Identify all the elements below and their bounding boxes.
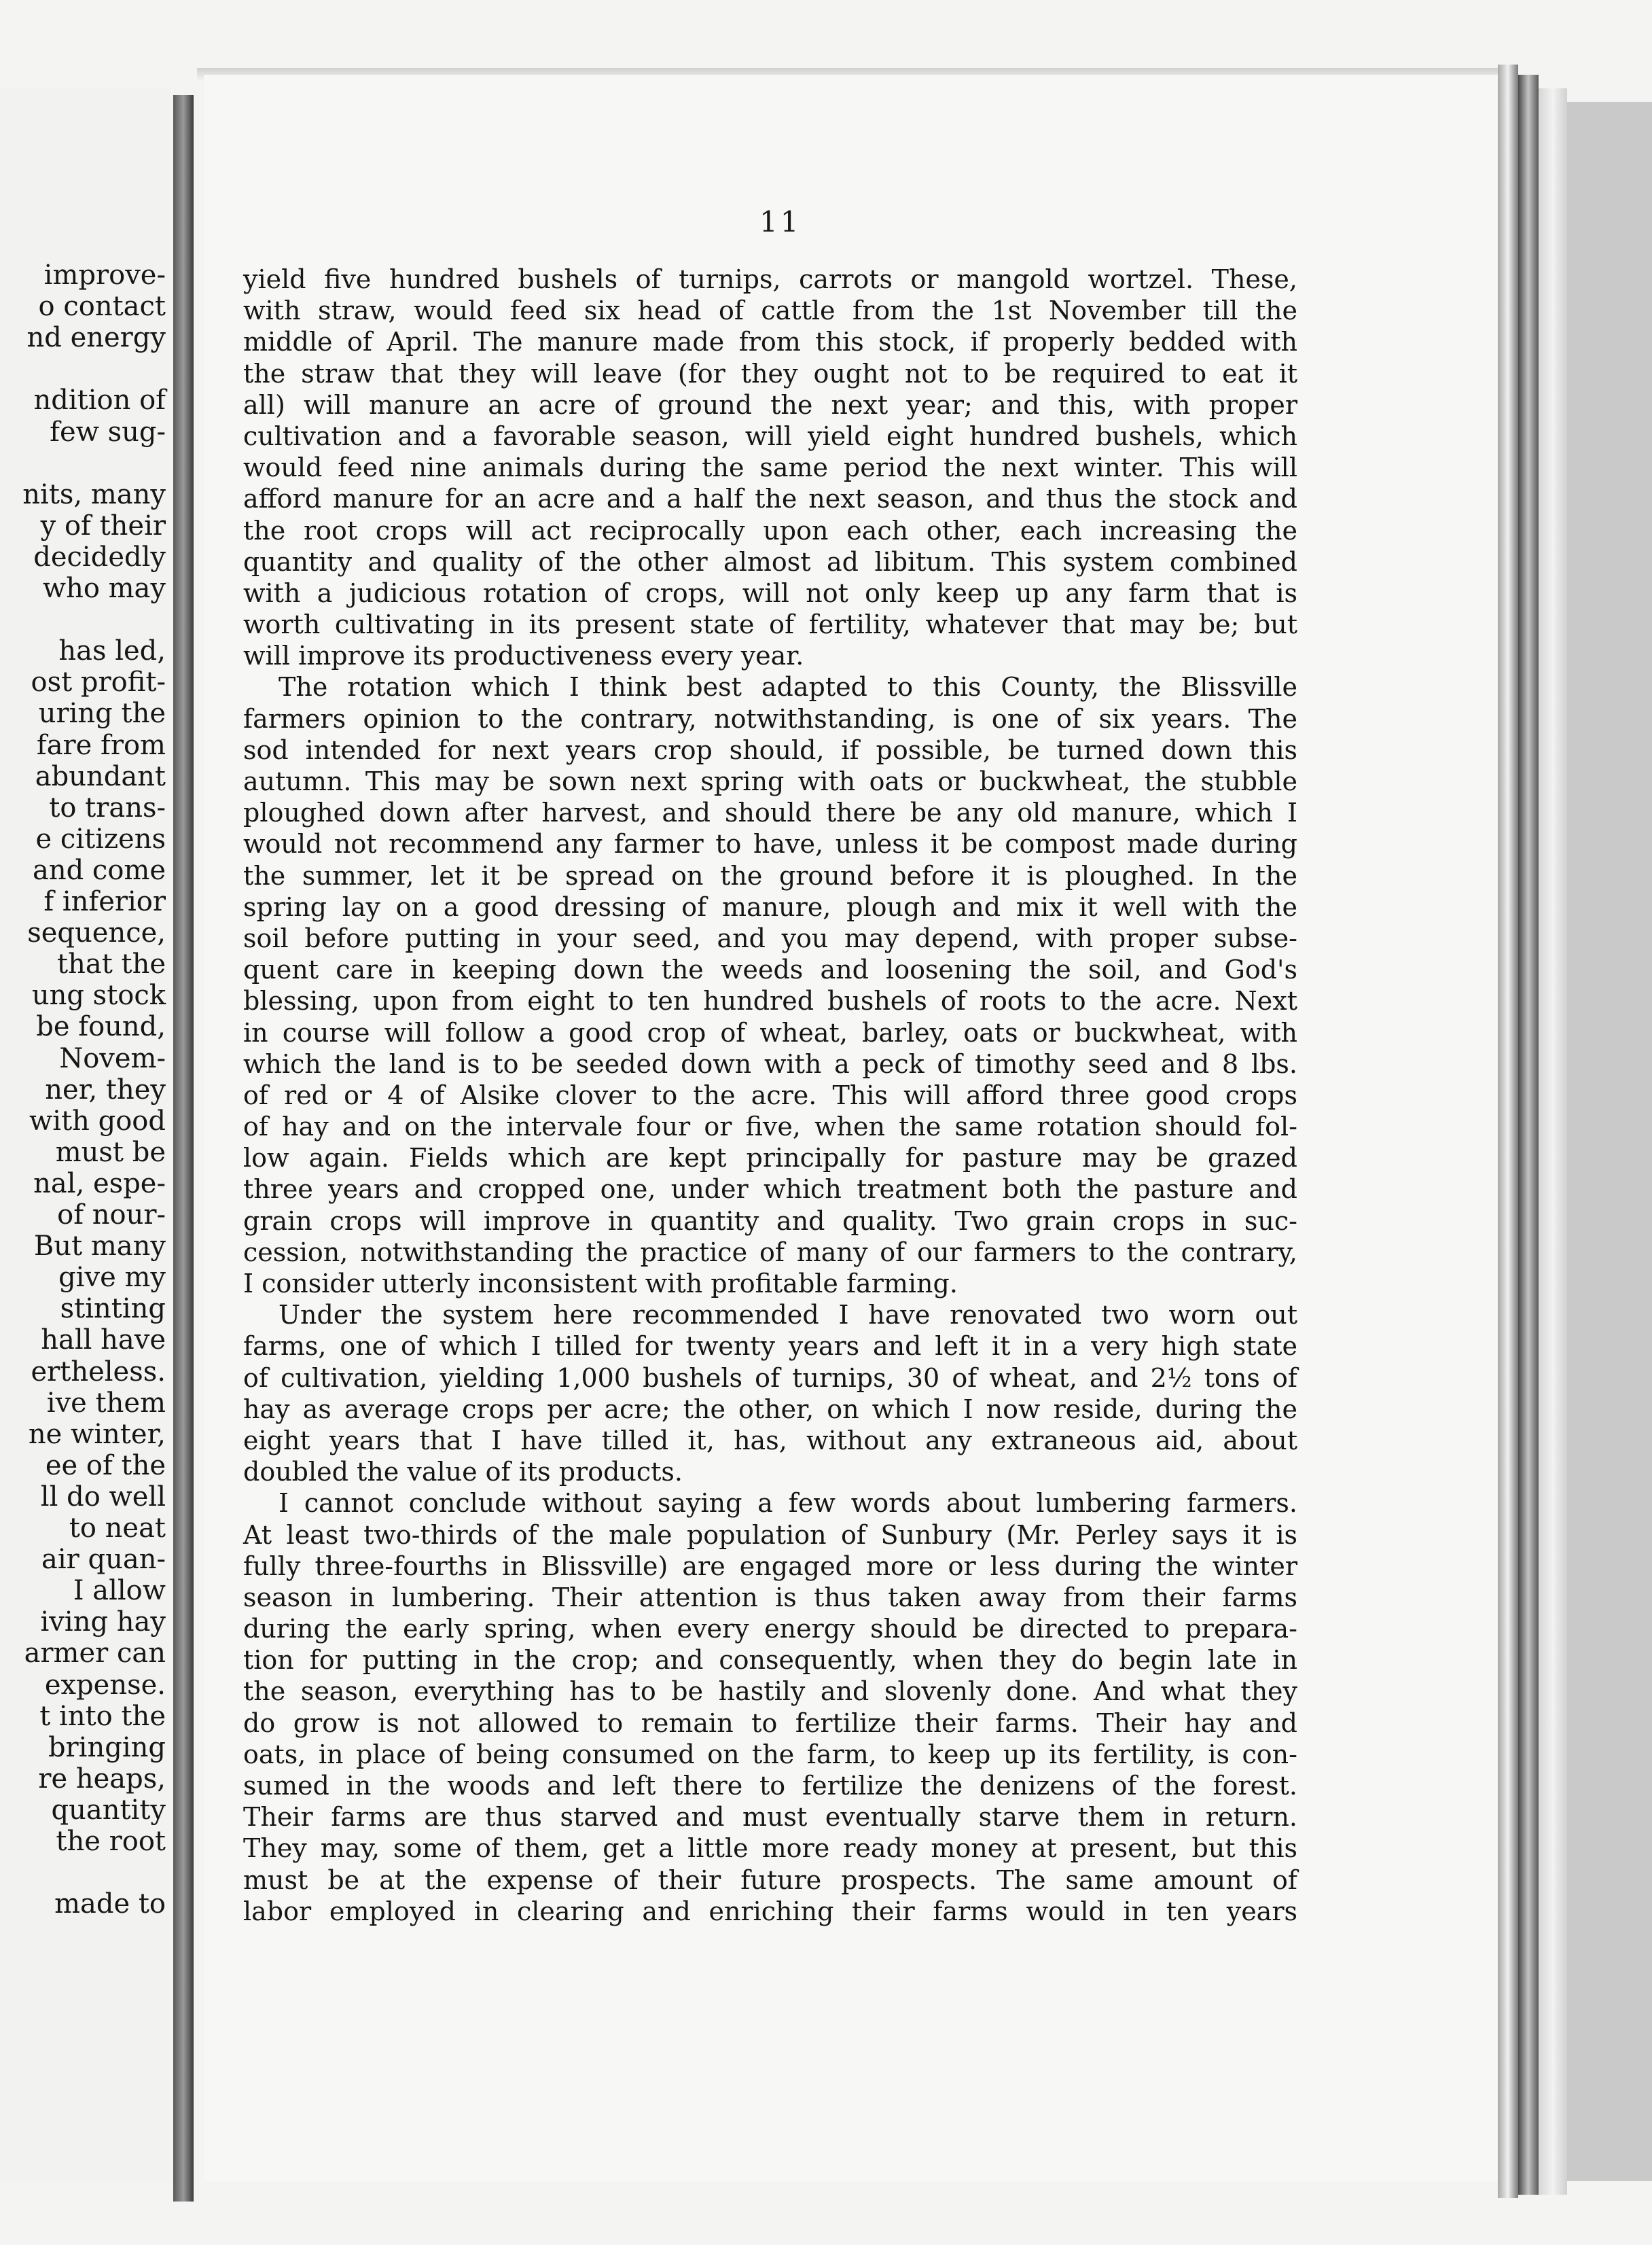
text-line: sod intended for next years crop should, if possible, be turned down this	[243, 735, 1297, 765]
page-edge	[1498, 65, 1518, 2198]
text-line: do grow is not allowed to remain to fertilize their farms. Their hay and	[243, 1708, 1297, 1738]
text-line: afford manure for an acre and a half the next season, and thus the stock and	[243, 484, 1297, 514]
text-line: tion for putting in the crop; and consequently, when they do begin late in	[243, 1645, 1297, 1676]
facing-page-text-fragment: of nour-	[57, 1199, 166, 1231]
text-line: of red or 4 of Alsike clover to the acre. This will afford three good crops	[243, 1080, 1297, 1110]
facing-page-text-fragment: with good	[29, 1105, 166, 1137]
text-line: autumn. This may be sown next spring with oats or buckwheat, the stubble	[243, 766, 1297, 796]
facing-page-text-fragment: decidedly	[33, 541, 166, 573]
facing-page-text-fragment: who may	[42, 573, 166, 604]
facing-page-text-fragment: sequence,	[27, 917, 166, 949]
facing-page-text-fragment: armer can	[24, 1638, 166, 1669]
text-line: during the early spring, when every energy should be directed to prepara-	[243, 1614, 1297, 1644]
body-text	[243, 264, 1297, 1927]
facing-page-text-fragment: Novem-	[59, 1042, 166, 1074]
text-line: the season, everything has to be hastily and slovenly done. And what they	[243, 1676, 1297, 1707]
facing-page-text-fragment: that the	[57, 949, 166, 980]
facing-page-text-fragment: ner, they	[45, 1074, 166, 1106]
facing-page-text-fragment: to trans-	[49, 792, 166, 824]
text-line: season in lumbering. Their attention is thus taken away from their farms	[243, 1582, 1297, 1612]
facing-page-text-fragment: air quan-	[41, 1544, 166, 1576]
text-line: would not recommend any farmer to have, unless it be compost made during	[243, 829, 1297, 860]
text-line: would feed nine animals during the same period the next winter. This will	[243, 453, 1297, 483]
text-line: will improve its productiveness every year.	[243, 641, 804, 671]
facing-page-text-fragment: has led,	[58, 635, 166, 667]
text-line: which the land is to be seeded down with a peck of timothy seed and 8 lbs.	[243, 1048, 1297, 1079]
text-line: The rotation which I think best adapted to this County, the Blissville	[279, 672, 1297, 703]
page-number: 11	[759, 205, 802, 238]
book-gutter	[173, 95, 194, 2202]
facing-page-text-fragment: hall have	[41, 1324, 166, 1356]
facing-page-text-fragment: ne winter,	[28, 1418, 166, 1450]
facing-page-text-fragment: f inferior	[43, 886, 166, 917]
text-line: soil before putting in your seed, and you may depend, with proper subse-	[243, 923, 1297, 953]
text-line: cession, notwithstanding the practice of many of our farmers to the contrary,	[243, 1237, 1297, 1267]
text-line: spring lay on a good dressing of manure, plough and mix it well with the	[243, 891, 1297, 922]
facing-page-text-fragment: expense.	[44, 1669, 166, 1701]
facing-page-text-fragment: to neat	[69, 1513, 166, 1544]
page-edge	[1518, 75, 1539, 2195]
text-line: grain crops will improve in quantity and quality. Two grain crops in suc-	[243, 1205, 1297, 1236]
text-line: the root crops will act reciprocally upon each other, each increasing the	[243, 515, 1297, 546]
facing-page-text-fragment: y of their	[40, 510, 166, 542]
text-line: I consider utterly inconsistent with profitable farming.	[243, 1269, 958, 1298]
text-line: the summer, let it be spread on the ground before it is ploughed. In the	[243, 860, 1297, 891]
text-line: must be at the expense of their future prospects. The same amount of	[243, 1864, 1297, 1895]
facing-page-text-fragment: nal, espe-	[33, 1167, 166, 1199]
text-line: three years and cropped one, under which treatment both the pasture and	[243, 1174, 1297, 1205]
text-line: all) will manure an acre of ground the next year; and this, with proper	[243, 389, 1297, 420]
facing-page-text-fragment: ost profit-	[31, 667, 166, 699]
text-line: worth cultivating in its present state of fertility, whatever that may be; but	[243, 609, 1297, 640]
facing-page-text-fragment: ee of the	[45, 1449, 166, 1481]
facing-page-text-fragment: ll do well	[40, 1481, 166, 1513]
text-line: Under the system here recommended I have renovated two worn out	[279, 1300, 1297, 1330]
facing-page-text-fragment: I allow	[73, 1575, 166, 1607]
book-cover-edge	[1567, 102, 1652, 2181]
text-line: farms, one of which I tilled for twenty years and left it in a very high state	[243, 1331, 1297, 1362]
text-line: At least two-thirds of the male population of Sunbury (Mr. Perley says it is	[243, 1519, 1297, 1550]
facing-page-text-fragment: ung stock	[31, 980, 166, 1012]
facing-page-text-fragment: But many	[33, 1231, 166, 1262]
facing-page-text-fragment: uring the	[38, 698, 166, 730]
facing-page-text-fragment: e citizens	[35, 823, 166, 855]
text-line: of hay and on the intervale four or five, when the same rotation should fol-	[243, 1112, 1297, 1142]
text-line: quantity and quality of the other almost ad libitum. This system combined	[243, 546, 1297, 577]
text-line: oats, in place of being consumed on the farm, to keep up its fertility, is con-	[243, 1739, 1297, 1769]
text-line: ploughed down after harvest, and should there be any old manure, which I	[243, 798, 1297, 828]
facing-page-text-fragment: must be	[55, 1136, 166, 1168]
facing-page-text-fragment: ertheless.	[31, 1356, 166, 1387]
text-line: cultivation and a favorable season, will yield eight hundred bushels, which	[243, 421, 1297, 451]
facing-page-text-fragment: abundant	[35, 760, 166, 792]
facing-page-text-fragment: be found,	[36, 1011, 166, 1043]
page-edge	[1539, 88, 1567, 2195]
facing-page-text-fragment: quantity	[51, 1794, 166, 1826]
facing-page-text-fragment: give my	[58, 1262, 166, 1294]
text-line: the straw that they will leave (for they ought not to be required to eat it	[243, 358, 1297, 389]
facing-page-text-fragment: and come	[32, 854, 166, 886]
facing-page-text-fragment: re heaps,	[38, 1763, 166, 1795]
text-line: low again. Fields which are kept principally for pasture may be grazed	[243, 1143, 1297, 1173]
text-line: sumed in the woods and left there to fertilize the denizens of the forest.	[243, 1771, 1297, 1801]
text-line: farmers opinion to the contrary, notwithstanding, is one of six years. The	[243, 703, 1297, 734]
facing-page-text-fragment: nd energy	[26, 322, 166, 354]
text-line: I cannot conclude without saying a few words about lumbering farmers.	[279, 1488, 1297, 1519]
text-line: eight years that I have tilled it, has, without any extraneous aid, about	[243, 1425, 1297, 1455]
facing-page-text-fragment: iving hay	[40, 1606, 166, 1638]
facing-page-text-fragment: o contact	[38, 291, 166, 323]
facing-page-text-fragment: bringing	[48, 1731, 166, 1763]
text-line: doubled the value of its products.	[243, 1457, 683, 1487]
text-line: with a judicious rotation of crops, will not only keep up any farm that is	[243, 578, 1297, 608]
text-line: hay as average crops per acre; the other, on which I now reside, during the	[243, 1394, 1297, 1424]
facing-page-text-fragment: the root	[56, 1826, 166, 1857]
facing-page-text-fragment: nits, many	[22, 478, 166, 510]
facing-page-text-fragment: ive them	[46, 1387, 166, 1419]
facing-page-text-fragment: improve-	[43, 260, 166, 291]
text-line: quent care in keeping down the weeds and loosening the soil, and God's	[243, 955, 1297, 985]
text-line: They may, some of them, get a little more ready money at present, but this	[243, 1833, 1297, 1864]
text-line: Their farms are thus starved and must eventually starve them in return.	[243, 1802, 1297, 1833]
text-line: yield five hundred bushels of turnips, carrots or mangold wortzel. These,	[243, 264, 1297, 294]
text-line: blessing, upon from eight to ten hundred bushels of roots to the acre. Next	[243, 986, 1297, 1017]
facing-page-text-fragment: fare from	[36, 729, 166, 761]
text-line: middle of April. The manure made from this stock, if properly bedded with	[243, 327, 1297, 357]
facing-page-strip	[0, 88, 170, 2181]
text-line: in course will follow a good crop of wheat, barley, oats or buckwheat, with	[243, 1017, 1297, 1048]
text-line: fully three-fourths in Blissville) are engaged more or less during the winter	[243, 1551, 1297, 1581]
text-line: of cultivation, yielding 1,000 bushels of turnips, 30 of wheat, and 2½ tons of	[243, 1362, 1297, 1393]
facing-page-text-fragment: few sug-	[50, 416, 166, 448]
text-line: labor employed in clearing and enriching their farms would in ten years	[243, 1896, 1297, 1926]
facing-page-text-fragment: made to	[54, 1888, 166, 1920]
text-line: with straw, would feed six head of cattle from the 1st November till the	[243, 296, 1297, 326]
facing-page-text-fragment: t into the	[39, 1700, 166, 1732]
facing-page-text-fragment: ndition of	[33, 385, 166, 417]
facing-page-text-fragment: stinting	[60, 1293, 166, 1325]
